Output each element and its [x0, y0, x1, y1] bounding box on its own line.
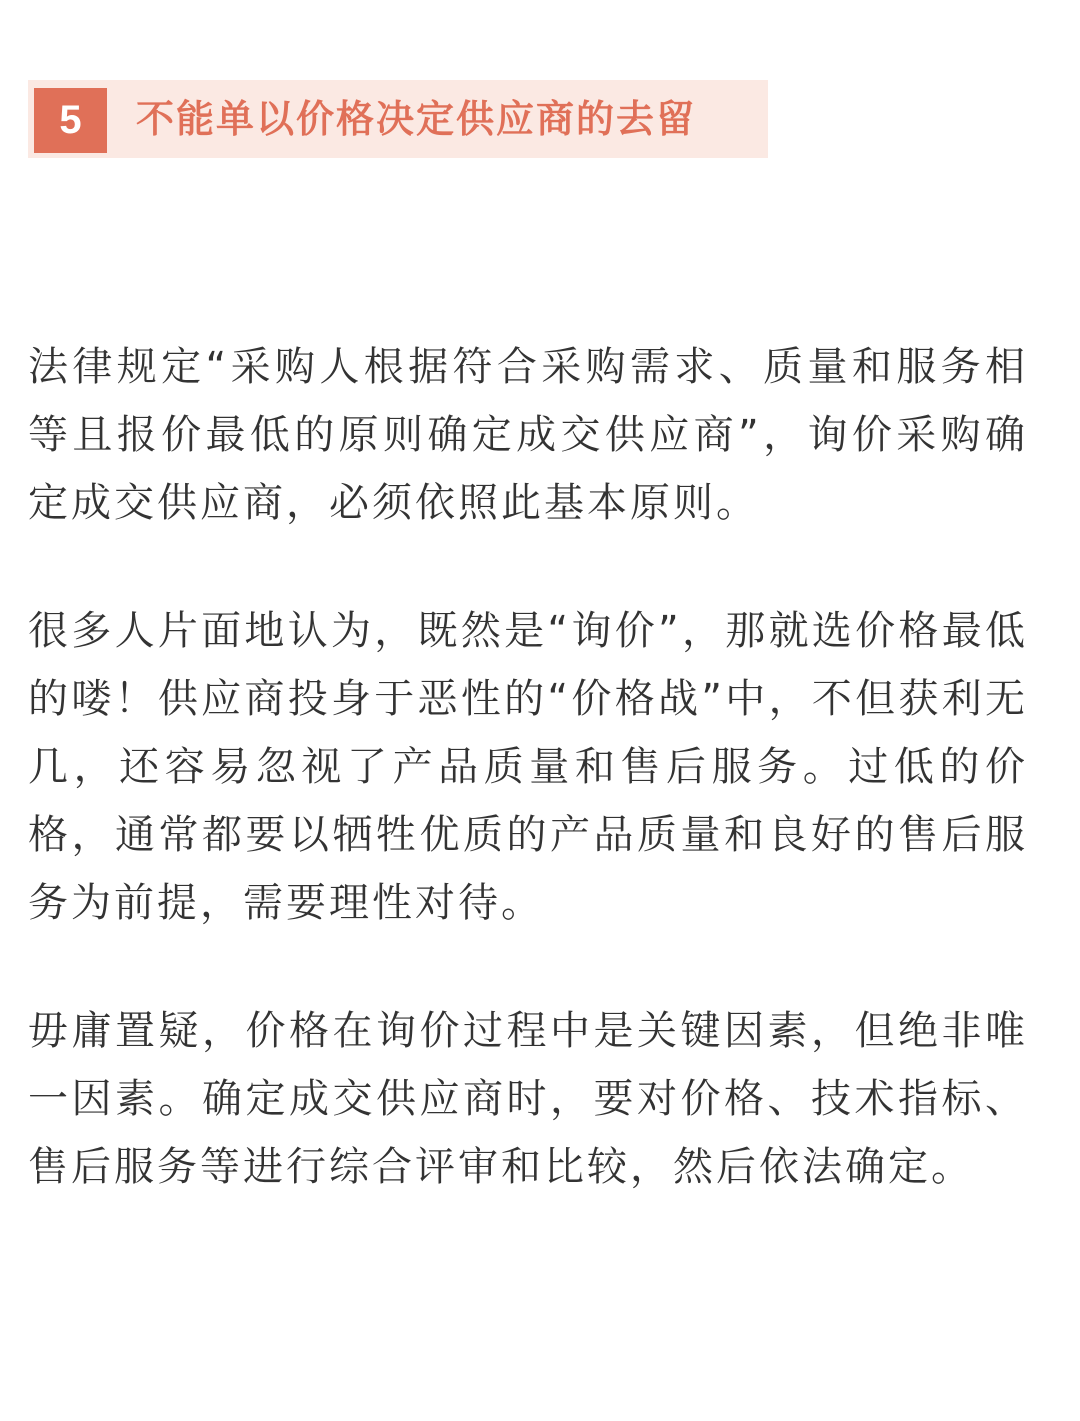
article-body: [28, 333, 1028, 1201]
section-header: [28, 80, 768, 158]
paragraph-price-war: 很多人片面地认为，既然是“询价”，那就选价格最低的喽！供应商投身于恶性的“价格战”中，不但获利无几，还容易忽视了产品质量和售后服务。过低的价格，通常都要以牺牲优质的产品质量和良好的售后服务为前提，需要理性对待。: [28, 608, 1028, 926]
section-title: 不能单以价格决定供应商的去留: [136, 97, 697, 141]
section-number-badge: 5: [34, 88, 107, 153]
paragraph-comprehensive-review: 毋庸置疑，价格在询价过程中是关键因素，但绝非唯一因素。确定成交供应商时，要对价格、技术指标、售后服务等进行综合评审和比较，然后依法确定。: [28, 1008, 1028, 1190]
paragraph-legal-rule: 法律规定“采购人根据符合采购需求、质量和服务相等且报价最低的原则确定成交供应商”，询价采购确定成交供应商，必须依照此基本原则。: [28, 344, 1028, 526]
